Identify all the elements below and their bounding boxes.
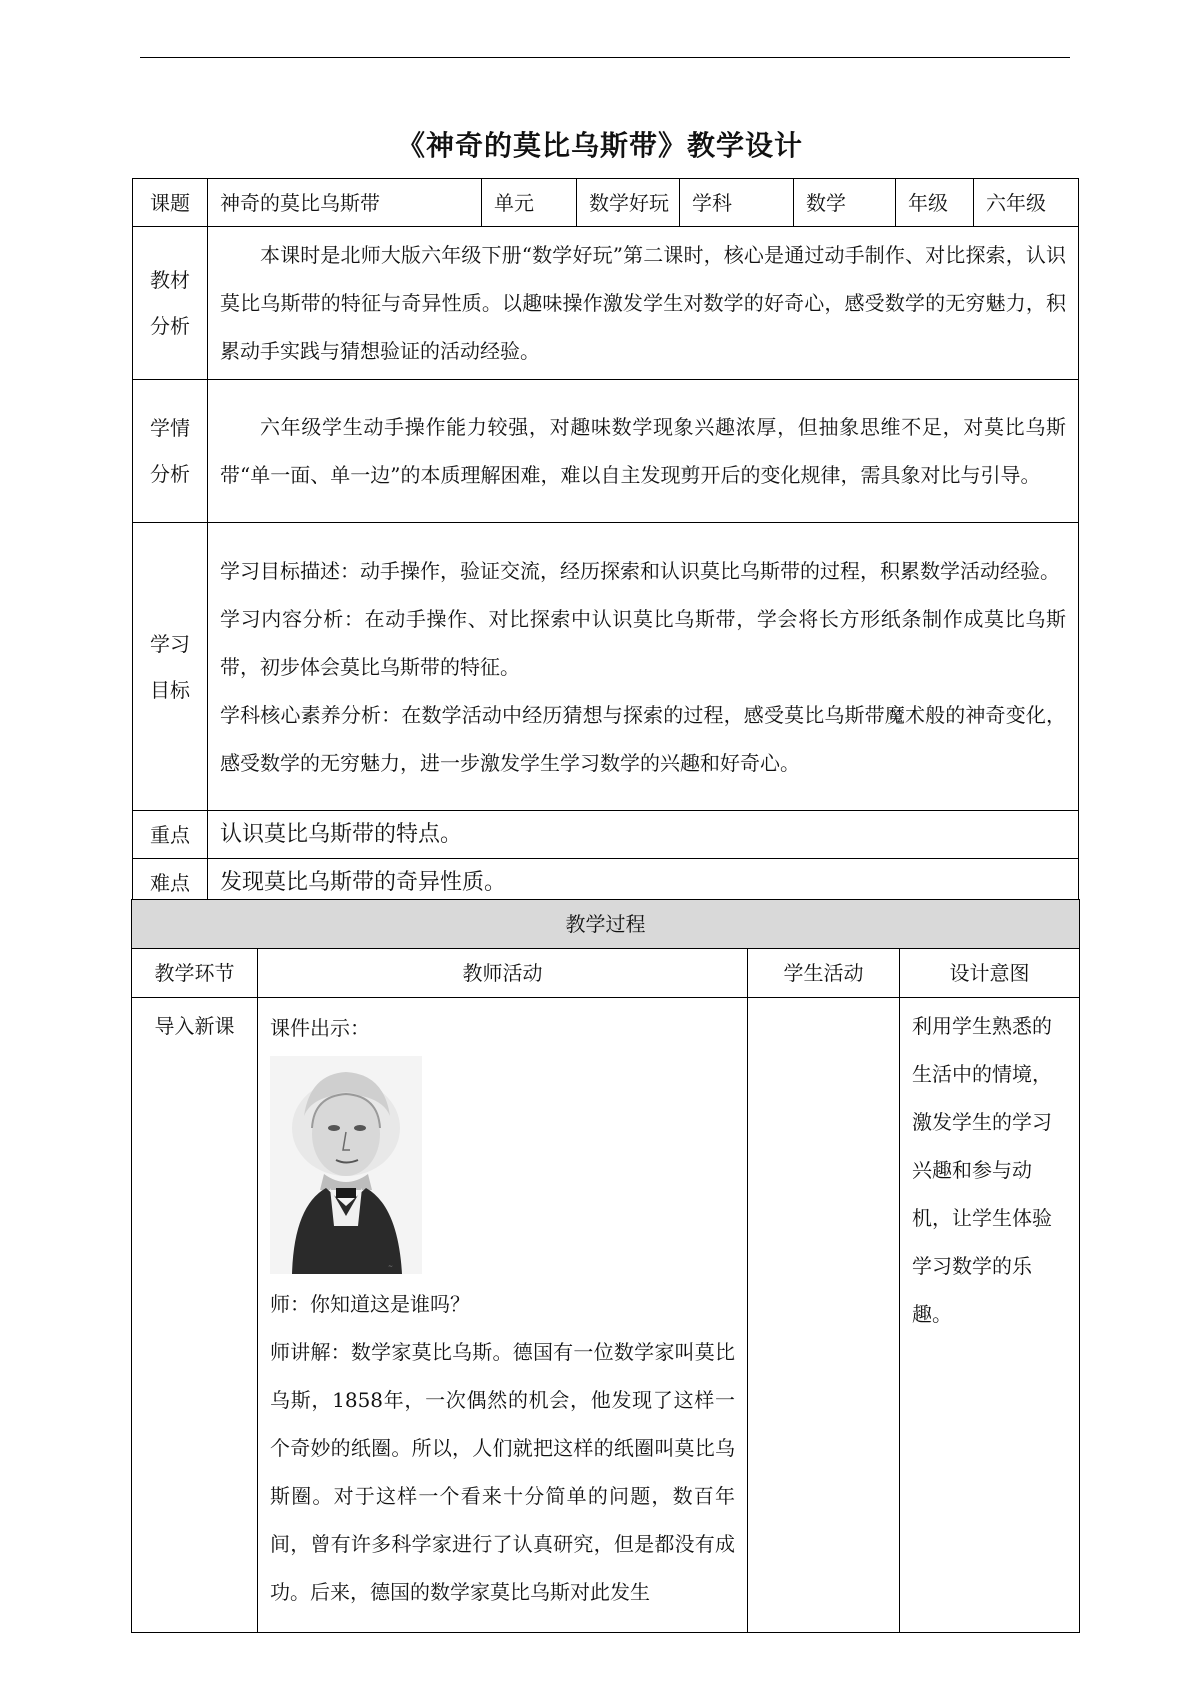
student-label-line2: 分析 bbox=[150, 462, 190, 486]
course-label: 课题 bbox=[133, 179, 208, 227]
material-analysis-text: 本课时是北师大版六年级下册“数学好玩”第二课时，核心是通过动手制作、对比探索，认识莫比乌斯带的特征与奇异性质。以趣味操作激发学生对数学的好奇心，感受数学的无穷魅力，积累动手实践与猜想验证的活动经验。 bbox=[208, 227, 1079, 380]
learning-goals-row bbox=[133, 523, 1079, 811]
student-analysis-text: 六年级学生动手操作能力较强，对趣味数学现象兴趣浓厚，但抽象思维不足，对莫比乌斯带“单一面、单一边”的本质理解困难，难以自主发现剪开后的变化规律，需具象对比与引导。 bbox=[208, 380, 1079, 523]
column-student-activity: 学生活动 bbox=[748, 949, 900, 998]
column-teacher-activity: 教师活动 bbox=[258, 949, 748, 998]
mobius-portrait-image bbox=[270, 1056, 422, 1274]
material-label-line1: 教材 bbox=[150, 268, 190, 292]
student-analysis-row bbox=[133, 380, 1079, 523]
process-row-intro bbox=[132, 998, 1080, 1633]
key-point-text: 认识莫比乌斯带的特点。 bbox=[208, 811, 1079, 859]
design-intent-cell: 利用学生熟悉的生活中的情境，激发学生的学习兴趣和参与动机，让学生体验学习数学的乐趣。 bbox=[900, 998, 1080, 1633]
difficulty-label: 难点 bbox=[133, 859, 208, 907]
material-label bbox=[133, 227, 208, 380]
course-value: 神奇的莫比乌斯带 bbox=[208, 179, 482, 227]
unit-value: 数学好玩 bbox=[577, 179, 680, 227]
subject-value: 数学 bbox=[794, 179, 896, 227]
teacher-question: 师：你知道这是谁吗？ bbox=[270, 1292, 470, 1316]
teacher-intro: 课件出示： bbox=[270, 1016, 370, 1040]
material-analysis-row bbox=[133, 227, 1079, 380]
course-row bbox=[133, 179, 1079, 227]
goal-label-line2: 目标 bbox=[150, 677, 190, 702]
teacher-activity-cell bbox=[258, 998, 748, 1633]
grade-label: 年级 bbox=[896, 179, 974, 227]
goal-label-line1: 学习 bbox=[150, 631, 190, 656]
goal-label bbox=[133, 523, 208, 811]
teaching-process-table bbox=[131, 899, 1080, 1633]
goal-content-analysis: 学习内容分析：在动手操作、对比探索中认识莫比乌斯带，学会将长方形纸条制作成莫比乌斯带，初步体会莫比乌斯带的特征。 bbox=[220, 606, 1066, 679]
header-rule bbox=[140, 57, 1070, 58]
goal-core-literacy: 学科核心素养分析：在数学活动中经历猜想与探索的过程，感受莫比乌斯带魔术般的神奇变化，感受数学的无穷魅力，进一步激发学生学习数学的兴趣和好奇心。 bbox=[220, 702, 1066, 775]
process-column-headers bbox=[132, 949, 1080, 998]
student-label-line1: 学情 bbox=[150, 416, 190, 440]
goal-description: 学习目标描述：动手操作，验证交流，经历探索和认识莫比乌斯带的过程，积累数学活动经验。 bbox=[220, 558, 1060, 583]
key-point-row bbox=[133, 811, 1079, 859]
subject-label: 学科 bbox=[680, 179, 794, 227]
document-title: 《神奇的莫比乌斯带》教学设计 bbox=[396, 129, 803, 162]
teacher-explanation: 师讲解：数学家莫比乌斯。德国有一位数学家叫莫比乌斯，1858年，一次偶然的机会，他发现了这样一个奇妙的纸圈。所以，人们就把这样的纸圈叫莫比乌斯圈。对于这样一个看来十分简单的问题，数百年间，曾有许多科学家进行了认真研究，但是都没有成功。后来，德国的数学家莫比乌斯对此发生 bbox=[270, 1340, 735, 1604]
difficulty-text: 发现莫比乌斯带的奇异性质。 bbox=[208, 859, 1079, 907]
process-heading-row bbox=[132, 900, 1080, 949]
unit-label: 单元 bbox=[482, 179, 577, 227]
process-heading: 教学过程 bbox=[132, 900, 1080, 949]
student-label bbox=[133, 380, 208, 523]
key-point-label: 重点 bbox=[133, 811, 208, 859]
svg-text:~: ~ bbox=[388, 1263, 394, 1270]
lesson-info-table bbox=[132, 178, 1079, 907]
student-activity-cell bbox=[748, 998, 900, 1633]
learning-goals-text bbox=[208, 523, 1079, 811]
column-design-intent: 设计意图 bbox=[900, 949, 1080, 998]
grade-value: 六年级 bbox=[974, 179, 1079, 227]
stage-intro: 导入新课 bbox=[132, 998, 258, 1633]
material-label-line2: 分析 bbox=[150, 314, 190, 338]
column-stage: 教学环节 bbox=[132, 949, 258, 998]
